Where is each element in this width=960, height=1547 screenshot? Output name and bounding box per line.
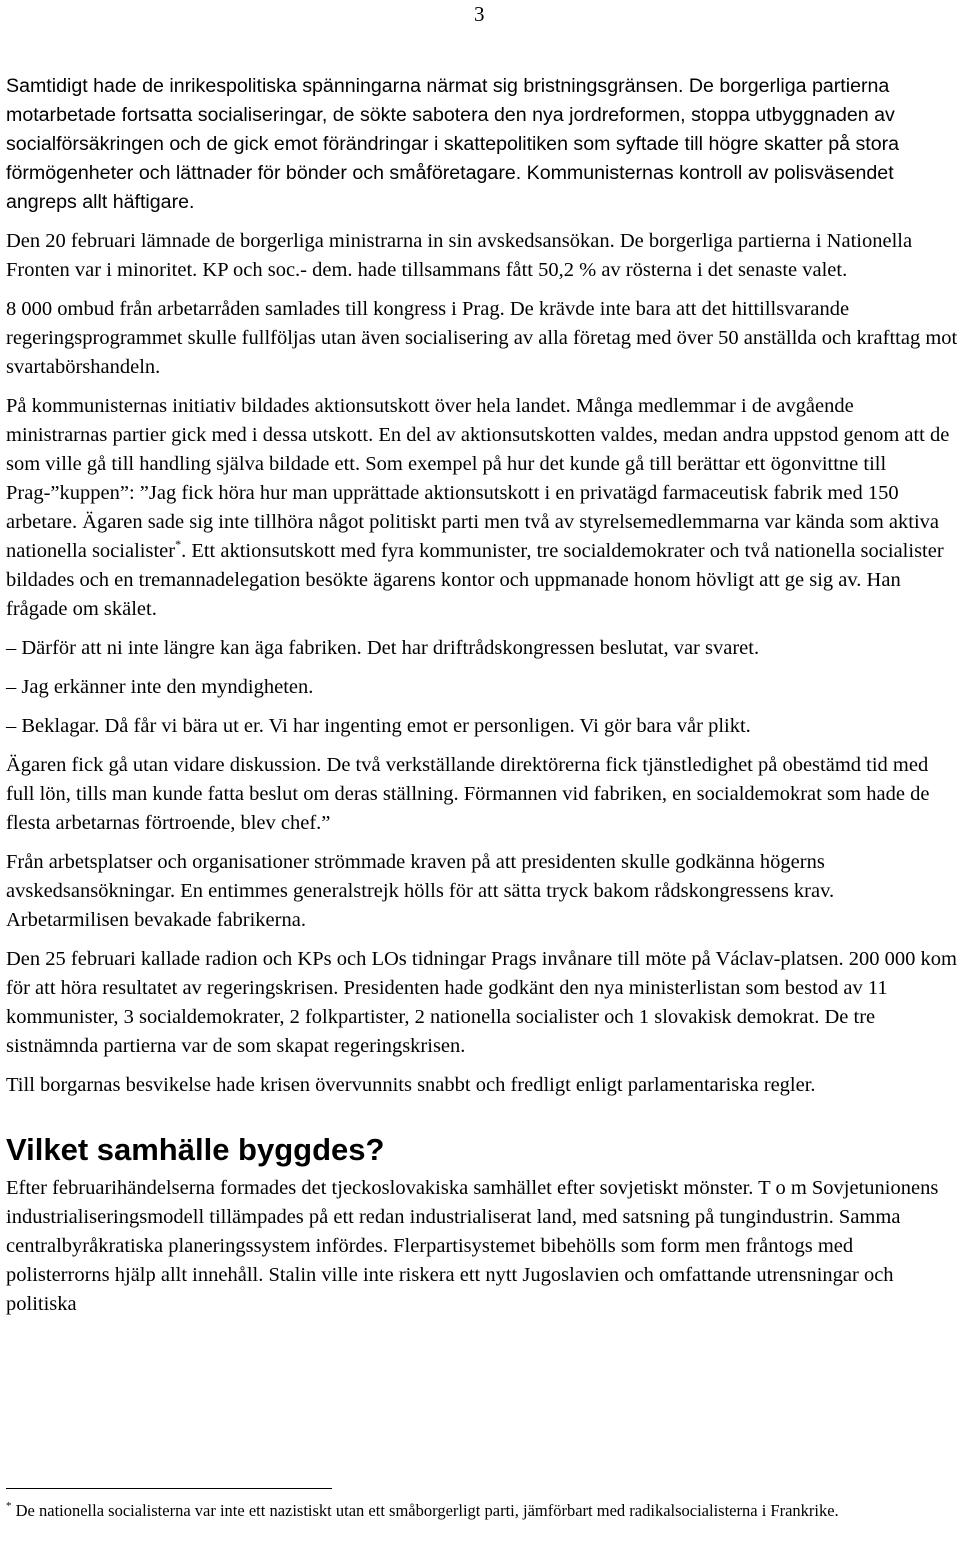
footnote <box>6 1499 906 1523</box>
footnote-reference-mark: * <box>175 537 182 551</box>
paragraph-4-part-1: På kommunisternas initiativ bildades aktionsutskott över hela landet. Många medlemmar i de avgående ministrarnas partier gick med i dessa utskott. En del av aktionsutskotten valdes, medan andra uppstod genom att de som ville gå till handling själva bildade ett. Som exempel på hur det kunde gå till berättar ett ögonvittne till Prag-”kuppen”: ”Jag fick höra hur man upprättade aktionsutskott i en privatägd farmaceutisk fabrik med 150 arbetare. Ägaren sade sig inte tillhöra något politiskt parti men två av styrelsemedlemmarna var kända som aktiva nationella socialister <box>6 395 950 562</box>
dialogue-line-1: – Därför att ni inte längre kan äga fabriken. Det har driftrådskongressen beslutat, var svaret. <box>6 637 760 659</box>
paragraph-11: Till borgarnas besvikelse hade krisen övervunnits snabbt och fredligt enligt parlamentariska regler. <box>6 1074 816 1096</box>
dialogue-line-2: – Jag erkänner inte den myndigheten. <box>6 676 314 698</box>
section-paragraph: Efter februarihändelserna formades det tjeckoslovakiska samhället efter sovjetiskt mönster. T o m Sovjetunionens industrialiseringsmodell tillämpades på ett redan industrialiserat land, med satsning på tungindustrin. Samma centralbyråkratiska planeringssystem infördes. Flerpartisystemet bibehölls som form men fråntogs med polisterrorns hjälp allt innehåll. Stalin ville inte riskera ett nytt Jugoslavien och omfattande utrensningar och politiska <box>6 1177 939 1315</box>
paragraph-1: Samtidigt hade de inrikespolitiska spänningarna närmat sig bristningsgränsen. De borgerliga partierna motarbetade fortsatta socialiseringar, de sökte sabotera den nya jordreformen, stoppa utbyggnaden av socialförsäkringen och de gick emot förändringar i skattepolitiken som syftade till högre skatter på stora förmögenheter och lättnader för bönder och småföretagare. Kommunisternas kontroll av polisväsendet angreps allt häftigare. <box>6 75 900 213</box>
page-number: 3 <box>474 2 485 26</box>
footnote-divider <box>6 1488 332 1489</box>
paragraph-9: Från arbetsplatser och organisationer strömmade kraven på att presidenten skulle godkänna högerns avskedsansökningar. En entimmes generalstrejk hölls för att sätta tryck bakom rådskongressens krav. Arbetarmilisen bevakade fabrikerna. <box>6 851 835 931</box>
footnote-mark: * <box>6 1500 12 1512</box>
paragraph-4-part-2: . Ett aktionsutskott med fyra kommunister, tre socialdemokrater och två nationella socialister bildades och en tremannadelegation besökte ägarens kontor och uppmanade honom hövligt att ge sig av. Han frågade om skälet. <box>6 540 944 620</box>
paragraph-3: 8 000 ombud från arbetarråden samlades till kongress i Prag. De krävde inte bara att det hittillsvarande regeringsprogrammet skulle fullföljas utan även socialisering av alla företag med över 50 anställda och krafttag mot svartabörshandeln. <box>6 298 958 378</box>
paragraph-4 <box>6 392 958 624</box>
dialogue-line-3: – Beklagar. Då får vi bära ut er. Vi har ingenting emot er personligen. Vi gör bara vår plikt. <box>6 715 751 737</box>
paragraph-10: Den 25 februari kallade radion och KPs och LOs tidningar Prags invånare till möte på Václav-platsen. 200 000 kom för att höra resultatet av regeringskrisen. Presidenten hade godkänt den nya ministerlistan som bestod av 11 kommunister, 3 socialdemokrater, 2 folkpartister, 2 nationella socialister och 1 slovakisk demokrat. De tre sistnämnda partierna var de som skapat regeringskrisen. <box>6 948 957 1057</box>
footnote-text: De nationella socialisterna var inte ett nazistiskt utan ett småborgerligt parti, jämförbart med radikalsocialisterna i Frankrike. <box>15 1501 839 1520</box>
paragraph-2: Den 20 februari lämnade de borgerliga ministrarna in sin avskedsansökan. De borgerliga partierna i Nationella Fronten var i minoritet. KP och soc.- dem. hade tillsammans fått 50,2 % av rösterna i det senaste valet. <box>6 230 913 281</box>
section-heading: Vilket samhälle byggdes? <box>6 1132 385 1167</box>
paragraph-8: Ägaren fick gå utan vidare diskussion. De två verkställande direktörerna fick tjänstledighet på obestämd tid med full lön, tills man kunde fatta beslut om deras ställning. Förmannen vid fabriken, en socialdemokrat som hade de flesta arbetarnas förtroende, blev chef.” <box>6 754 930 834</box>
document-body <box>6 72 958 1329</box>
